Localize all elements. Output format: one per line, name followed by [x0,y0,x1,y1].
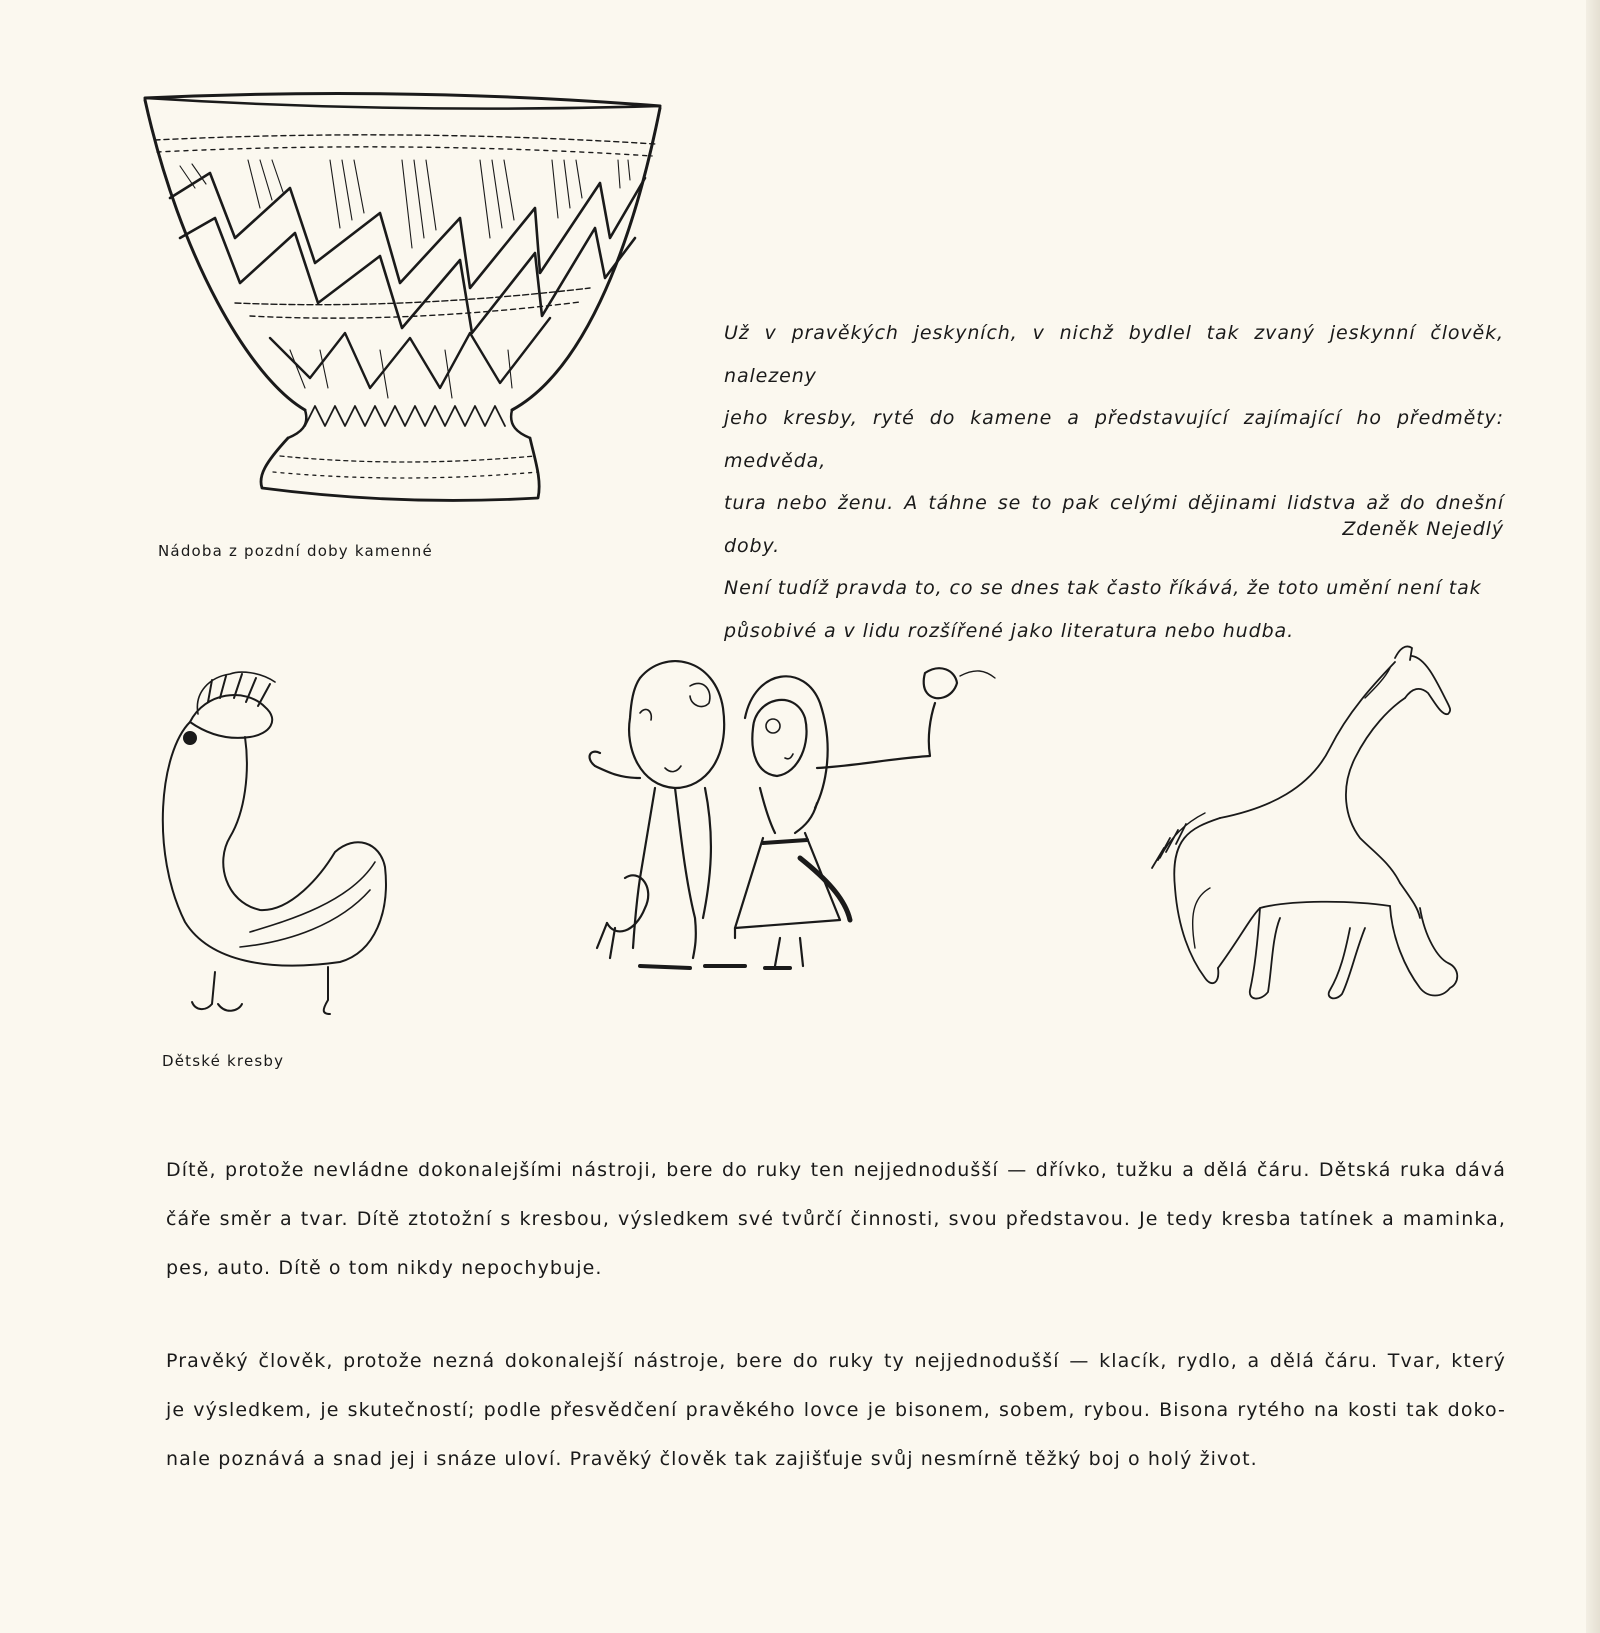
quote-line: Není tudíž pravda to, co se dnes tak často říkává, že toto umění není tak [724,577,1482,599]
bird-drawing [150,662,400,1022]
paragraph-prehistoric [166,1337,1506,1484]
vessel-illustration [140,88,665,530]
giraffe-drawing [1150,638,1495,1018]
nejedly-quote [724,312,1504,652]
quote-line: působivé a v lidu rozšířené jako literatura nebo hudba. [724,619,1295,642]
paragraph-line: je výsledkem, je skutečností; podle přesvědčení pravěkého lovce je bisonem, sobem, rybou. Bisona rytého na kosti tak doko- [166,1399,1506,1421]
quote-author: Zdeněk Nejedlý [1342,518,1504,540]
paragraph-line: čáře směr a tvar. Dítě ztotožní s kresbou, výsledkem své tvůrčí činnosti, svou představou. Je tedy kresba tatínek a maminka, [166,1208,1506,1230]
paragraph-line: Pravěký člověk, protože nezná dokonalejší nástroje, bere do ruky ty nejjednodušší — klacík, rydlo, a dělá čáru. Tvar, který [166,1350,1506,1372]
paragraph-children [166,1146,1506,1293]
paragraph-line: nale poznává a snad jej i snáze uloví. Pravěký člověk tak zajišťuje svůj nesmírně těžký boj o holý život. [166,1448,1258,1470]
quote-line: jeho kresby, ryté do kamene a představující zajímající ho předměty: medvěda, [724,407,1504,472]
drawings-caption: Dětské kresby [162,1052,285,1070]
vessel-caption: Nádoba z pozdní doby kamenné [158,542,433,560]
two-figures-drawing [585,648,1035,998]
quote-line: Už v pravěkých jeskyních, v nichž bydlel tak zvaný jeskynní člověk, nalezeny [724,322,1504,387]
paragraph-line: Dítě, protože nevládne dokonalejšími nástroji, bere do ruky ten nejjednodušší — dřívko, tužku a dělá čáru. Dětská ruka dává [166,1159,1506,1181]
quote-line: tura nebo ženu. A táhne se to pak celými dějinami lidstva až do dnešní doby. [724,492,1504,557]
paragraph-line: pes, auto. Dítě o tom nikdy nepochybuje. [166,1257,603,1279]
page-edge [1586,0,1600,1633]
